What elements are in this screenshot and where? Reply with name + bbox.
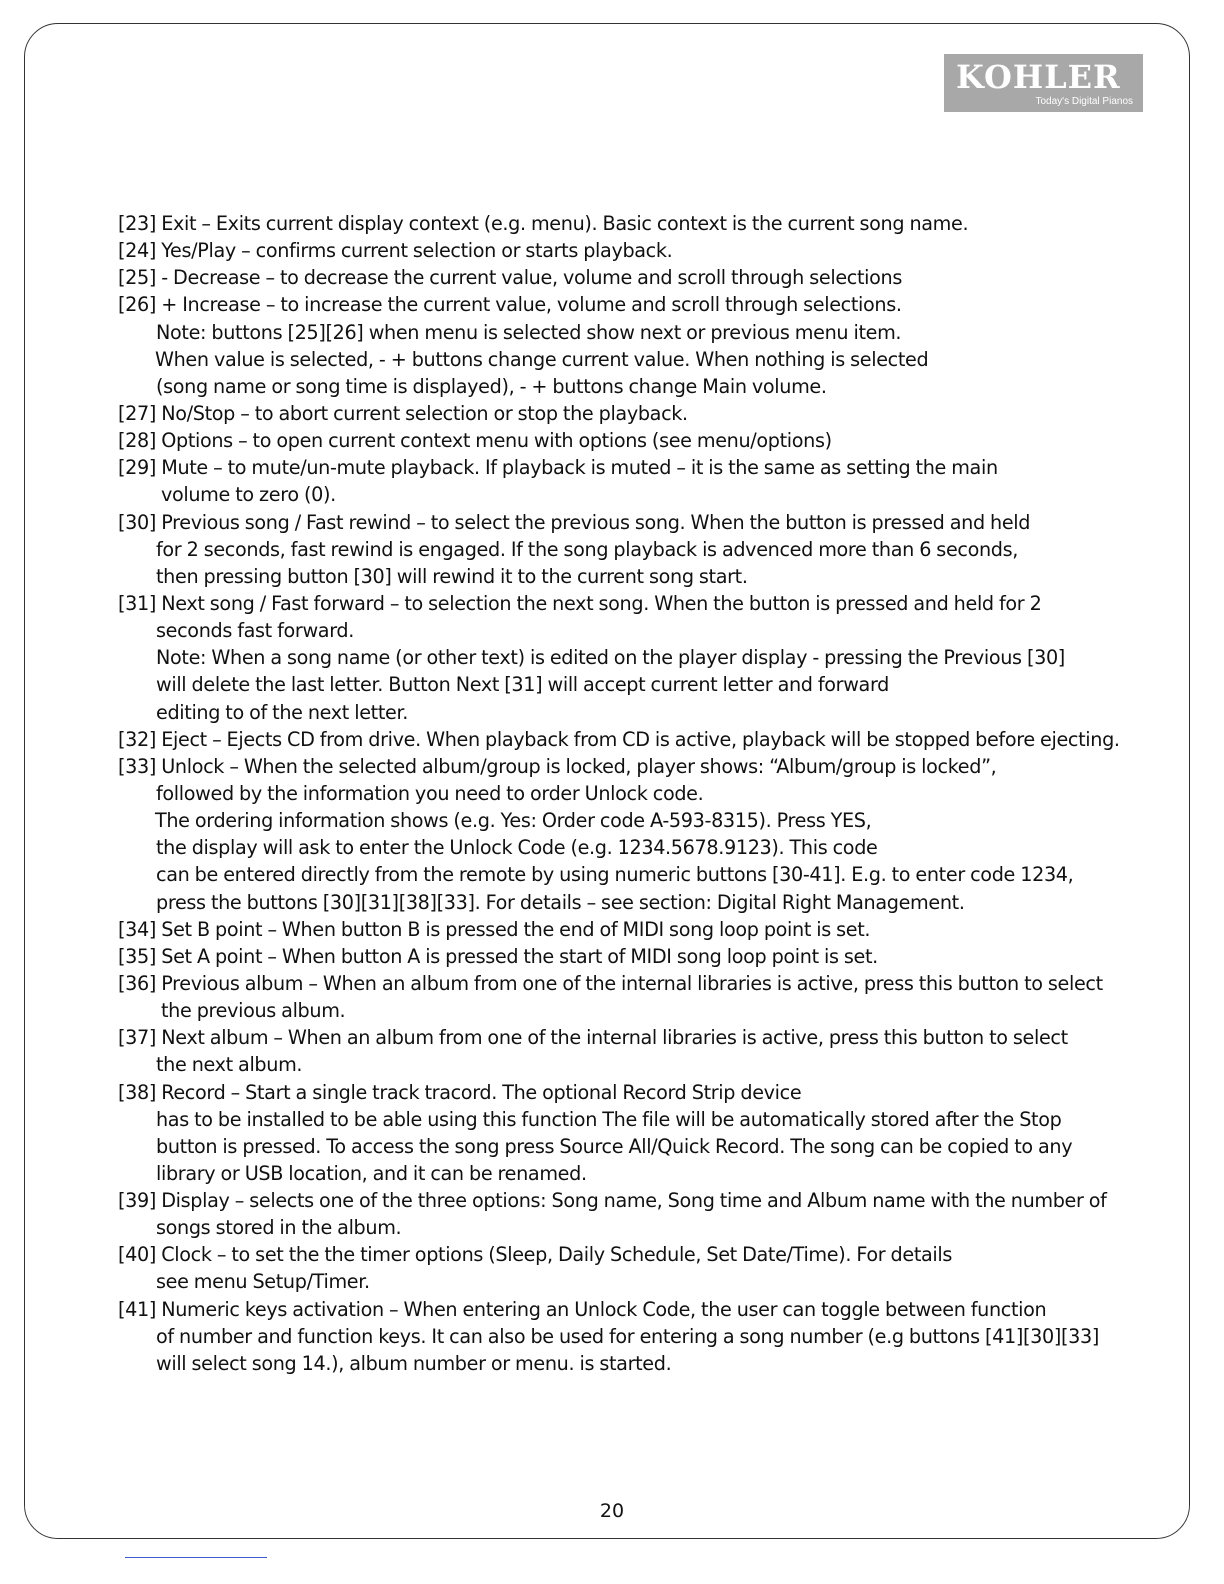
note-25-26-line-1: Note: buttons [25][26] when menu is selected show next or previous menu item. xyxy=(156,320,902,344)
item-33-line-1: [33] Unlock – When the selected album/group is locked, player shows: “Album/group is locked”, xyxy=(118,754,997,778)
note-25-26-line-2: When value is selected, - + buttons change current value. When nothing is selected xyxy=(155,347,929,371)
item-37-line-2: the next album. xyxy=(156,1053,303,1077)
item-41-line-3: will select song 14.), album number or menu. is started. xyxy=(156,1351,672,1375)
item-41-line-2: of number and function keys. It can also be used for entering a song number (e.g buttons [41][30][33] xyxy=(156,1324,1099,1348)
item-38-line-4: library or USB location, and it can be renamed. xyxy=(156,1161,587,1185)
item-25-line: [25] - Decrease – to decrease the current value, volume and scroll through selections xyxy=(118,266,902,290)
item-24-line: [24] Yes/Play – confirms current selection or starts playback. xyxy=(118,239,673,263)
button-descriptions xyxy=(118,210,1138,1377)
item-27-line: [27] No/Stop – to abort current selection or stop the playback. xyxy=(118,401,688,425)
item-29-line-2: volume to zero (0). xyxy=(161,483,336,507)
item-38-line-2: has to be installed to be able using this function The file will be automatically stored after the Stop xyxy=(156,1107,1062,1131)
item-33-line-3: The ordering information shows (e.g. Yes: Order code A-593-8315). Press YES, xyxy=(155,809,872,833)
item-29-line-1: [29] Mute – to mute/un-mute playback. If playback is muted – it is the same as setting the main xyxy=(118,456,998,480)
item-31-line-1: [31] Next song / Fast forward – to selection the next song. When the button is pressed and held for 2 xyxy=(118,591,1042,615)
item-40-line-2: see menu Setup/Timer. xyxy=(156,1270,370,1294)
item-38-line-1: [38] Record – Start a single track tracord. The optional Record Strip device xyxy=(118,1080,802,1104)
item-30-line-3: then pressing button [30] will rewind it to the current song start. xyxy=(156,564,748,588)
item-30-line-2: for 2 seconds, fast rewind is engaged. If the song playback is advenced more than 6 seconds, xyxy=(156,537,1019,561)
footer-divider xyxy=(125,1557,267,1558)
item-32-line: [32] Eject – Ejects CD from drive. When playback from CD is active, playback will be stopped before ejecting. xyxy=(118,727,1120,751)
item-38-line-3: button is pressed. To access the song press Source All/Quick Record. The song can be copied to any xyxy=(156,1134,1073,1158)
kohler-logo xyxy=(944,54,1143,112)
item-30-line-1: [30] Previous song / Fast rewind – to select the previous song. When the button is pressed and held xyxy=(118,510,1031,534)
item-39-line-1: [39] Display – selects one of the three options: Song name, Song time and Album name with the number of xyxy=(118,1189,1107,1213)
page-number: 20 xyxy=(599,1500,625,1522)
item-36-line-1: [36] Previous album – When an album from one of the internal libraries is active, press this button to select xyxy=(118,971,1103,995)
item-37-line-1: [37] Next album – When an album from one of the internal libraries is active, press this button to select xyxy=(118,1026,1068,1050)
note-31-line-3: editing to of the next letter. xyxy=(156,700,408,724)
item-33-line-6: press the buttons [30][31][38][33]. For details – see section: Digital Right Management. xyxy=(156,890,965,914)
item-35-line: [35] Set A point – When button A is pressed the start of MIDI song loop point is set. xyxy=(118,944,878,968)
item-41-line-1: [41] Numeric keys activation – When entering an Unlock Code, the user can toggle between function xyxy=(118,1297,1047,1321)
item-31-line-2: seconds fast forward. xyxy=(156,619,354,643)
note-25-26-line-3: (song name or song time is displayed), - + buttons change Main volume. xyxy=(156,374,827,398)
item-33-line-5: can be entered directly from the remote by using numeric buttons [30-41]. E.g. to enter code 1234, xyxy=(156,863,1074,887)
note-31-line-1: Note: When a song name (or other text) is edited on the player display - pressing the Previous [30] xyxy=(156,646,1065,670)
item-40-line-1: [40] Clock – to set the the timer options (Sleep, Daily Schedule, Set Date/Time). For details xyxy=(118,1243,953,1267)
item-34-line: [34] Set B point – When button B is pressed the end of MIDI song loop point is set. xyxy=(118,917,871,941)
note-31-line-2: will delete the last letter. Button Next [31] will accept current letter and forward xyxy=(156,673,889,697)
logo-wordmark: KOHLER xyxy=(956,58,1121,96)
item-33-line-2: followed by the information you need to order Unlock code. xyxy=(156,781,704,805)
item-26-line: [26] + Increase – to increase the current value, volume and scroll through selections. xyxy=(118,293,902,317)
item-23-line: [23] Exit – Exits current display context (e.g. menu). Basic context is the current song name. xyxy=(118,212,969,235)
logo-tagline: Today's Digital Pianos xyxy=(1035,96,1133,107)
item-39-line-2: songs stored in the album. xyxy=(156,1216,402,1240)
item-28-line: [28] Options – to open current context menu with options (see menu/options) xyxy=(118,429,832,453)
item-36-line-2: the previous album. xyxy=(161,999,346,1023)
item-33-line-4: the display will ask to enter the Unlock Code (e.g. 1234.5678.9123). This code xyxy=(156,836,878,860)
